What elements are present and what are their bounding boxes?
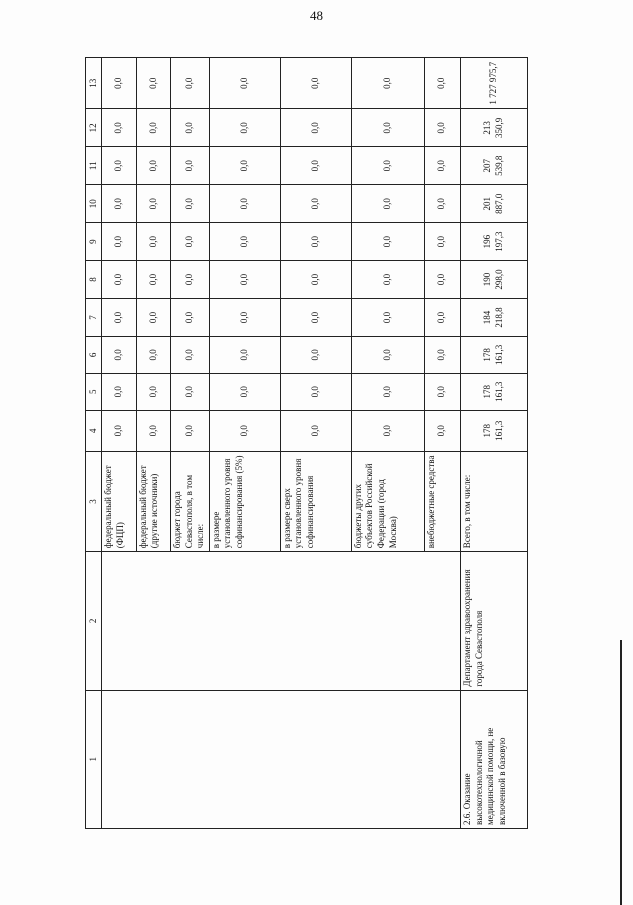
table-row (102, 58, 136, 829)
value-cell: 0,0 (171, 261, 210, 299)
column-number: 12 (86, 109, 102, 147)
value-cell: 0,0 (171, 223, 210, 261)
value-cell: 0,0 (424, 185, 460, 223)
value-cell: 0,0 (351, 185, 424, 223)
table-row (461, 58, 528, 829)
column-number: 11 (86, 147, 102, 185)
value-cell: 0,0 (424, 336, 460, 373)
funding-source: федеральный бюджет (ФЦП) (102, 451, 136, 551)
budget-table (85, 57, 528, 829)
value-cell: 0,0 (136, 298, 170, 336)
program-item: 2.6. Оказание высокотехнологичной медицинской помощи, не включенной в базовую (461, 690, 528, 828)
value-cell: 0,0 (171, 109, 210, 147)
funding-source: федеральный бюджет (другие источники) (136, 451, 170, 551)
program-item-cell (102, 690, 461, 828)
value-cell: 0,0 (351, 373, 424, 410)
value-cell: 0,0 (424, 298, 460, 336)
funding-source: внебюджетные средства (424, 451, 460, 551)
value-cell: 0,0 (209, 373, 280, 410)
value-cell: 0,0 (102, 185, 136, 223)
total-value-cell: 1 727 975,7 (461, 58, 528, 109)
value-cell: 0,0 (102, 261, 136, 299)
value-cell: 0,0 (102, 147, 136, 185)
value-cell: 0,0 (136, 336, 170, 373)
value-cell: 0,0 (136, 261, 170, 299)
value-cell: 0,0 (351, 109, 424, 147)
scan-edge-line (620, 640, 622, 905)
value-cell: 0,0 (171, 58, 210, 109)
value-cell: 0,0 (171, 410, 210, 451)
column-number: 5 (86, 373, 102, 410)
value-cell: 0,0 (209, 58, 280, 109)
value-cell: 0,0 (136, 109, 170, 147)
value-cell: 0,0 (280, 109, 351, 147)
total-value-cell: 207 539,8 (461, 147, 528, 185)
value-cell: 0,0 (280, 410, 351, 451)
value-cell: 0,0 (171, 147, 210, 185)
value-cell: 0,0 (424, 373, 460, 410)
column-number: 10 (86, 185, 102, 223)
value-cell: 0,0 (351, 223, 424, 261)
value-cell: 0,0 (424, 223, 460, 261)
funding-source: бюджеты других субъектов Российской Федерации (город Москва) (351, 451, 424, 551)
page-number: 48 (310, 8, 323, 23)
value-cell: 0,0 (351, 410, 424, 451)
value-cell: 0,0 (280, 185, 351, 223)
value-cell: 0,0 (102, 298, 136, 336)
value-cell: 0,0 (102, 223, 136, 261)
value-cell: 0,0 (171, 373, 210, 410)
value-cell: 0,0 (280, 261, 351, 299)
value-cell: 0,0 (136, 373, 170, 410)
value-cell: 0,0 (280, 336, 351, 373)
total-value-cell: 190 298,0 (461, 261, 528, 299)
column-number: 1 (86, 690, 102, 828)
funding-source: в размере сверх установленного уровня софинансирования (280, 451, 351, 551)
value-cell: 0,0 (102, 58, 136, 109)
value-cell: 0,0 (102, 410, 136, 451)
column-number: 2 (86, 552, 102, 690)
value-cell: 0,0 (424, 58, 460, 109)
executor: Департамент здравоохранения города Севастополя (461, 552, 528, 690)
value-cell: 0,0 (351, 58, 424, 109)
value-cell: 0,0 (136, 223, 170, 261)
total-value-cell: 213 350,9 (461, 109, 528, 147)
value-cell: 0,0 (102, 373, 136, 410)
value-cell: 0,0 (424, 410, 460, 451)
column-number: 9 (86, 223, 102, 261)
value-cell: 0,0 (424, 261, 460, 299)
total-value-cell: 178 161,3 (461, 336, 528, 373)
value-cell: 0,0 (171, 336, 210, 373)
value-cell: 0,0 (102, 109, 136, 147)
column-number-row (86, 58, 102, 829)
value-cell: 0,0 (209, 410, 280, 451)
value-cell: 0,0 (280, 373, 351, 410)
value-cell: 0,0 (280, 223, 351, 261)
total-value-cell: 196 197,3 (461, 223, 528, 261)
column-number: 8 (86, 261, 102, 299)
column-number: 4 (86, 410, 102, 451)
value-cell: 0,0 (209, 223, 280, 261)
value-cell: 0,0 (351, 261, 424, 299)
value-cell: 0,0 (136, 147, 170, 185)
funding-source-total: Всего, в том числе: (461, 451, 528, 551)
value-cell: 0,0 (209, 336, 280, 373)
column-number: 13 (86, 58, 102, 109)
total-value-cell: 201 887,0 (461, 185, 528, 223)
total-value-cell: 184 218,8 (461, 298, 528, 336)
total-value-cell: 178 161,3 (461, 373, 528, 410)
value-cell: 0,0 (102, 336, 136, 373)
column-number: 3 (86, 451, 102, 551)
value-cell: 0,0 (351, 336, 424, 373)
funding-source: в размере установленного уровня софинансирования (5%) (209, 451, 280, 551)
value-cell: 0,0 (171, 185, 210, 223)
value-cell: 0,0 (136, 410, 170, 451)
value-cell: 0,0 (209, 109, 280, 147)
value-cell: 0,0 (280, 298, 351, 336)
funding-source: бюджет города Севастополя, в том числе: (171, 451, 210, 551)
value-cell: 0,0 (209, 261, 280, 299)
value-cell: 0,0 (424, 147, 460, 185)
executor-cell (102, 552, 461, 690)
value-cell: 0,0 (209, 147, 280, 185)
rotated-table-container (85, 57, 528, 829)
column-number: 6 (86, 336, 102, 373)
value-cell: 0,0 (209, 298, 280, 336)
value-cell: 0,0 (136, 185, 170, 223)
value-cell: 0,0 (424, 109, 460, 147)
value-cell: 0,0 (280, 147, 351, 185)
value-cell: 0,0 (280, 58, 351, 109)
total-value-cell: 178 161,3 (461, 410, 528, 451)
value-cell: 0,0 (209, 185, 280, 223)
value-cell: 0,0 (351, 147, 424, 185)
value-cell: 0,0 (136, 58, 170, 109)
value-cell: 0,0 (351, 298, 424, 336)
column-number: 7 (86, 298, 102, 336)
value-cell: 0,0 (171, 298, 210, 336)
